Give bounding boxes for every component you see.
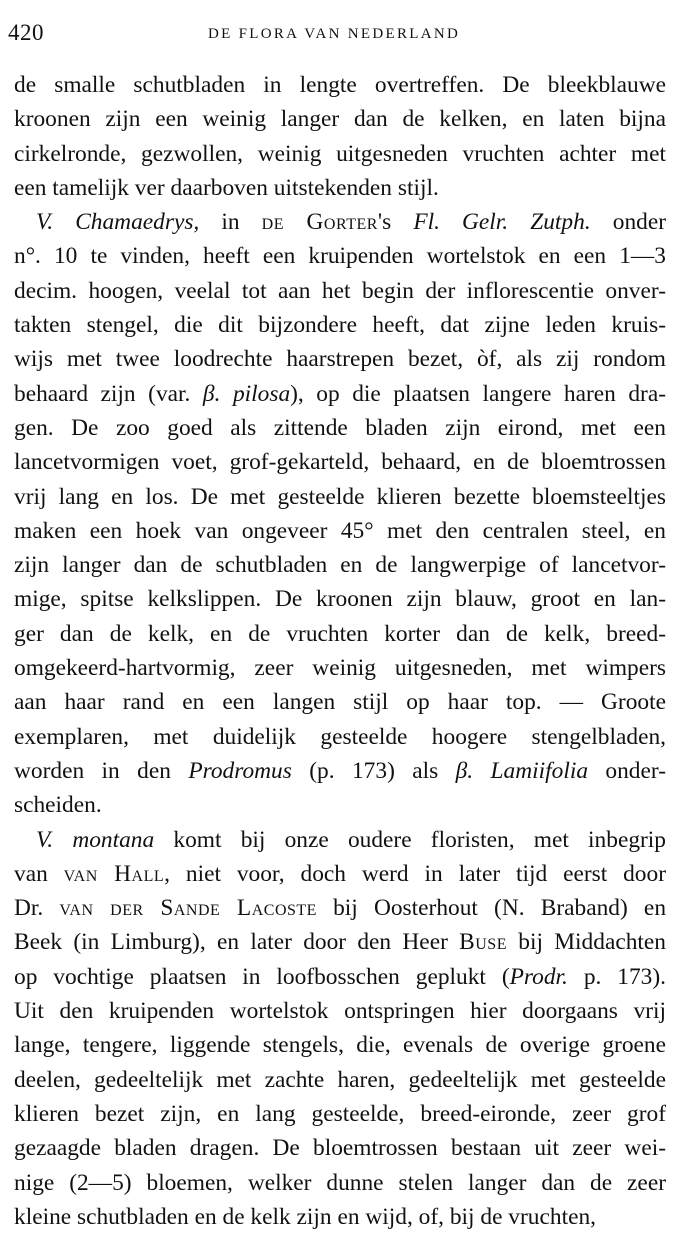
text-run: vrij lang en los. De met gesteelde klieren bezette bloemsteeltjes bbox=[14, 483, 666, 510]
small-caps-name: van der Sande Lacoste bbox=[59, 895, 317, 922]
text-run: kleine schutbladen en de kelk zijn en wijd, of, bij de vruchten, bbox=[14, 1203, 596, 1230]
text-line bbox=[14, 411, 666, 445]
text-line bbox=[14, 651, 666, 685]
text-line bbox=[14, 994, 666, 1028]
text-run: p. 173). bbox=[567, 963, 666, 990]
text-run: behaard zijn (var. bbox=[14, 380, 203, 407]
small-caps-name: van Hall bbox=[63, 860, 165, 887]
text-run: zijn langer dan de schutbladen en de langwerpige of lancetvor- bbox=[14, 552, 666, 579]
text-line bbox=[14, 788, 666, 822]
text-run: worden in den bbox=[14, 757, 189, 784]
text-line bbox=[14, 205, 666, 239]
text-line bbox=[14, 1131, 666, 1165]
text-run: lange, tengere, liggende stengels, die, evenals de overige groene bbox=[14, 1032, 666, 1059]
text-line bbox=[14, 891, 666, 925]
text-line bbox=[14, 720, 666, 754]
text-run: aan haar rand en een langen stijl op haar top. — Groote bbox=[14, 689, 666, 716]
text-line bbox=[14, 274, 666, 308]
text-run: onder- bbox=[588, 757, 666, 784]
text-line bbox=[14, 857, 666, 891]
text-line bbox=[14, 617, 666, 651]
text-run: de smalle schutbladen in lengte overtreffen. De bleekblauwe bbox=[14, 72, 666, 98]
text-line bbox=[14, 582, 666, 616]
text-run: decim. hoogen, veelal tot aan het begin der inflorescentie onver- bbox=[14, 277, 666, 304]
text-line bbox=[14, 68, 666, 102]
text-line bbox=[14, 171, 666, 205]
page-header bbox=[8, 20, 670, 50]
text-run: Beek (in Limburg), en later door den Heer bbox=[14, 929, 460, 956]
text-run: cirkelronde, gezwollen, weinig uitgesneden vruchten achter met bbox=[14, 140, 666, 167]
italic-text: Fl. Gelr. Zutph. bbox=[413, 209, 591, 236]
text-line bbox=[14, 308, 666, 342]
text-run: Uit den kruipenden wortelstok ontspringen hier doorgaans vrij bbox=[14, 998, 666, 1025]
text-run: exemplaren, met duidelijk gesteelde hoogere stengelbladen, bbox=[14, 723, 666, 750]
text-run: maken een hoek van ongeveer 45° met den centralen steel, en bbox=[14, 517, 666, 544]
text-line bbox=[14, 1200, 666, 1234]
text-run: in bbox=[199, 209, 262, 236]
italic-text: Prodromus bbox=[188, 757, 292, 784]
text-run: n°. 10 te vinden, heeft een kruipenden wortelstok en een 1—3 bbox=[14, 243, 666, 270]
text-line bbox=[14, 1097, 666, 1131]
text-line bbox=[14, 823, 666, 857]
text-line bbox=[14, 514, 666, 548]
text-run: nige (2—5) bloemen, welker dunne stelen langer dan de zeer bbox=[14, 1169, 666, 1196]
text-run: van bbox=[14, 860, 64, 887]
text-run: (p. 173) als bbox=[291, 757, 456, 784]
text-run: op vochtige plaatsen in loofbosschen geplukt ( bbox=[14, 963, 510, 990]
text-run: 's bbox=[377, 209, 414, 236]
text-line bbox=[14, 445, 666, 479]
text-run: komt bij onze oudere floristen, met inbegrip bbox=[154, 826, 667, 853]
text-line bbox=[14, 102, 666, 136]
text-run: wijs met twee loodrechte haarstrepen bezet, òf, als zij rondom bbox=[14, 346, 666, 373]
text-run: Dr. bbox=[14, 895, 60, 922]
text-run: kroonen zijn een weinig langer dan de kelken, en laten bijna bbox=[14, 106, 666, 133]
text-line bbox=[14, 1063, 666, 1097]
text-line bbox=[14, 754, 666, 788]
text-run: scheiden. bbox=[14, 792, 102, 819]
text-run: klieren bezet zijn, en lang gesteelde, breed-eironde, zeer grof bbox=[14, 1100, 666, 1127]
text-line bbox=[14, 925, 666, 959]
text-line bbox=[14, 239, 666, 273]
text-line bbox=[14, 685, 666, 719]
text-run: gen. De zoo goed als zittende bladen zijn eirond, met een bbox=[14, 414, 666, 441]
italic-text: V. Chamaedrys, bbox=[36, 209, 200, 236]
italic-text: Prodr. bbox=[509, 963, 568, 990]
paragraph bbox=[14, 823, 666, 1234]
small-caps-name: de Gorter bbox=[261, 209, 378, 236]
text-run: bij Oosterhout (N. Braband) en bbox=[316, 895, 667, 922]
italic-text: V. montana bbox=[36, 826, 155, 853]
text-run: deelen, gedeeltelijk met zachte haren, gedeeltelijk met gesteelde bbox=[14, 1066, 666, 1093]
paragraph bbox=[14, 68, 666, 205]
text-run: lancetvormigen voet, grof-gekarteld, behaard, en de bloemtrossen bbox=[14, 449, 666, 476]
text-run: mige, spitse kelkslippen. De kroonen zijn blauw, groot en lan- bbox=[14, 586, 666, 613]
text-line bbox=[14, 480, 666, 514]
small-caps-name: Buse bbox=[459, 929, 507, 956]
text-line bbox=[14, 960, 666, 994]
paragraph bbox=[14, 205, 666, 822]
text-run: ), op die plaatsen langere haren dra- bbox=[290, 380, 667, 407]
running-title: DE FLORA VAN NEDERLAND bbox=[208, 26, 461, 42]
text-run: omgekeerd-hartvormig, zeer weinig uitgesneden, met wimpers bbox=[14, 655, 666, 682]
text-run: gezaagde bladen dragen. De bloemtrossen bestaan uit zeer wei- bbox=[14, 1135, 666, 1162]
text-run: bij Middachten bbox=[506, 929, 666, 956]
italic-text: β. pilosa bbox=[202, 380, 291, 407]
text-run: , niet voor, doch werd in later tijd eerst door bbox=[164, 860, 666, 887]
text-line bbox=[14, 342, 666, 376]
text-line bbox=[14, 1028, 666, 1062]
text-run: ger dan de kelk, en de vruchten korter dan de kelk, breed- bbox=[14, 620, 666, 647]
text-run: takten stengel, die dit bijzondere heeft, dat zijne leden kruis- bbox=[14, 312, 666, 339]
text-line bbox=[14, 1166, 666, 1200]
text-line bbox=[14, 137, 666, 171]
page-number: 420 bbox=[8, 20, 44, 45]
body-text bbox=[14, 68, 666, 1234]
text-line bbox=[14, 548, 666, 582]
text-line bbox=[14, 377, 666, 411]
italic-text: β. Lamiifolia bbox=[455, 757, 589, 784]
text-run: onder bbox=[590, 209, 667, 236]
text-run: een tamelijk ver daarboven uitstekenden stijl. bbox=[14, 174, 439, 201]
